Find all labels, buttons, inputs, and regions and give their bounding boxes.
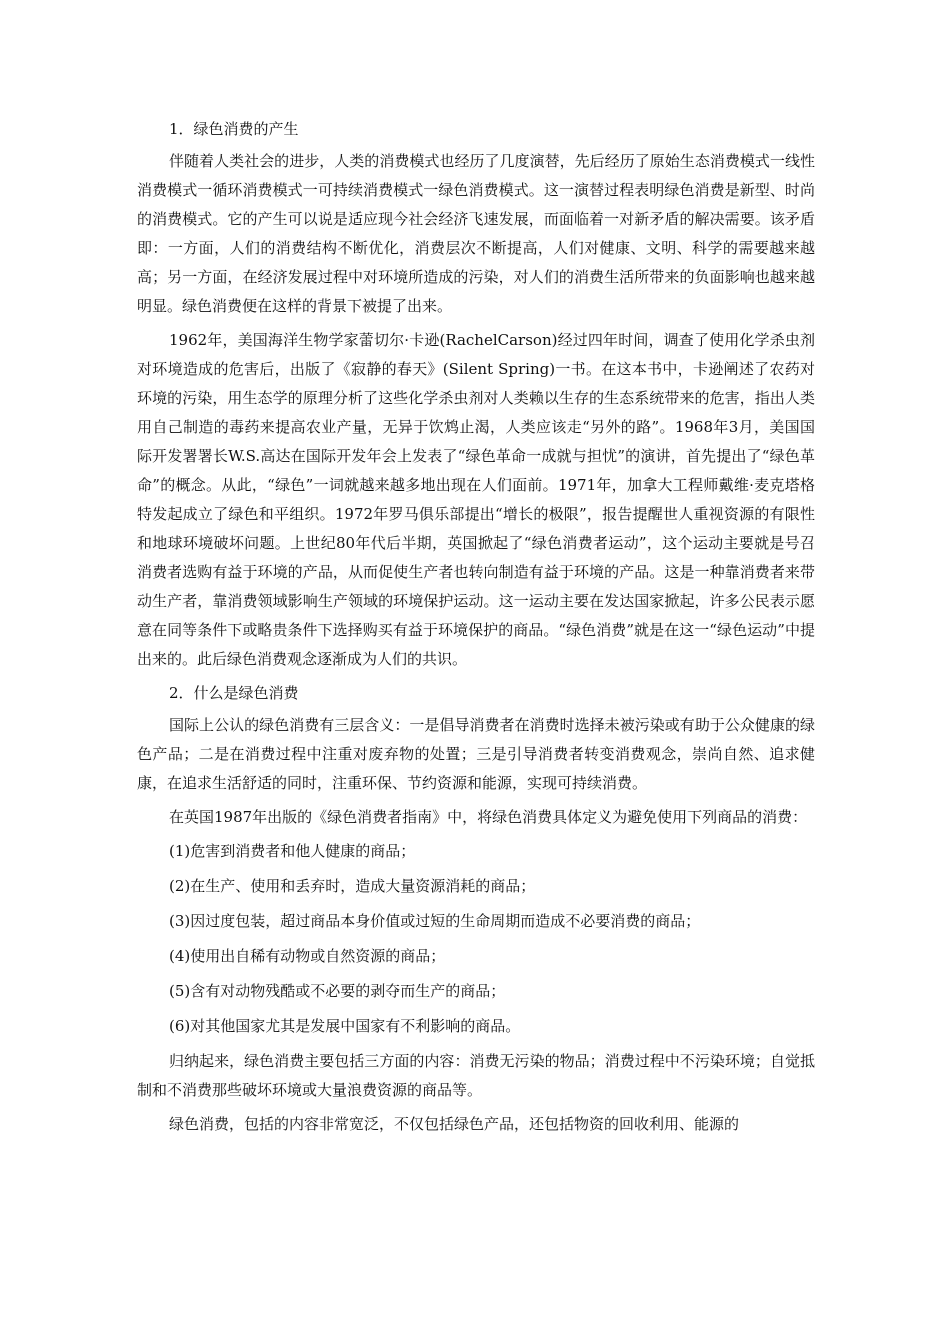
paragraph-consumption-evolution: 伴随着人类社会的进步，人类的消费模式也经历了几度演替，先后经历了原始生态消费模式一线性消费模式一循环消费模式一可持续消费模式一绿色消费模式。这一演替过程表明绿色消费是新型、时尚的消费模式。它的产生可以说是适应现今社会经济飞速发展，而面临着一对新矛盾的解决需要。该矛盾即：一方面，人们的消费结构不断优化，消费层次不断提高，人们对健康、文明、科学的需要越来越高；另一方面，在经济发展过程中对环境所造成的污染，对人们的消费生活所带来的负面影响也越来越明显。绿色消费便在这样的背景下被提了出来。 [137, 152, 815, 315]
section-heading-definition: 2．什么是绿色消费 [169, 684, 299, 702]
paragraph-history: 1962年，美国海洋生物学家蕾切尔·卡逊(RachelCarson)经过四年时间，调查了使用化学杀虫剂对环境造成的危害后，出版了《寂静的春天》(Silent Spring)一书。在这本书中，卡逊阐述了农药对环境的污染，用生态学的原理分析了这些化学杀虫剂对人类赖以生存的生态系统带来的危害，指出人类用自己制造的毒药来提高农业产量，无异于饮鸩止渴，人类应该走“另外的路”。1968年3月，美国国际开发署署长W.S.高达在国际开发年会上发表了“绿色革命一成就与担忧”的演讲，首先提出了“绿色革命”的概念。从此，“绿色”一词就越来越多地出现在人们面前。1971年，加拿大工程师戴维·麦克塔格特发起成立了绿色和平组织。1972年罗马俱乐部提出“增长的极限”，报告提醒世人重视资源的有限性和地球环境破坏问题。上世纪80年代后半期，英国掀起了“绿色消费者运动”，这个运动主要就是号召消费者选购有益于环境的产品，从而促使生产者也转向制造有益于环境的产品。这是一种靠消费者来带动生产者，靠消费领域影响生产领域的环境保护运动。这一运动主要在发达国家掀起，许多公民表示愿意在同等条件下或略贵条件下选择购买有益于环境保护的商品。“绿色消费”就是在这一“绿色运动”中提出来的。此后绿色消费观念逐渐成为人们的共识。 [137, 331, 815, 668]
paragraph-summary: 归纳起来，绿色消费主要包括三方面的内容：消费无污染的物品；消费过程中不污染环境；自觉抵制和不消费那些破坏环境或大量浪费资源的商品等。 [137, 1052, 815, 1099]
paragraph-scope: 绿色消费，包括的内容非常宽泛，不仅包括绿色产品，还包括物资的回收利用、能源的 [169, 1115, 740, 1133]
document-body [137, 115, 815, 1144]
list-item: (3)因过度包装，超过商品本身价值或过短的生命周期而造成不必要消费的商品； [169, 912, 701, 930]
paragraph-three-meanings: 国际上公认的绿色消费有三层含义：一是倡导消费者在消费时选择未被污染或有助于公众健康的绿色产品；二是在消费过程中注重对废弃物的处置；三是引导消费者转变消费观念，崇尚自然、追求健康，在追求生活舒适的同时，注重环保、节约资源和能源，实现可持续消费。 [137, 716, 815, 792]
list-item: (2)在生产、使用和丢弃时，造成大量资源消耗的商品； [169, 877, 536, 895]
paragraph-uk-guide: 在英国1987年出版的《绿色消费者指南》中，将绿色消费具体定义为避免使用下列商品的消费： [169, 808, 808, 826]
section-heading-origin: 1．绿色消费的产生 [169, 120, 299, 138]
list-item: (4)使用出自稀有动物或自然资源的商品； [169, 947, 446, 965]
list-item: (1)危害到消费者和他人健康的商品； [169, 842, 416, 860]
list-item: (6)对其他国家尤其是发展中国家有不利影响的商品。 [169, 1017, 521, 1035]
list-item: (5)含有对动物残酷或不必要的剥夺而生产的商品； [169, 982, 506, 1000]
